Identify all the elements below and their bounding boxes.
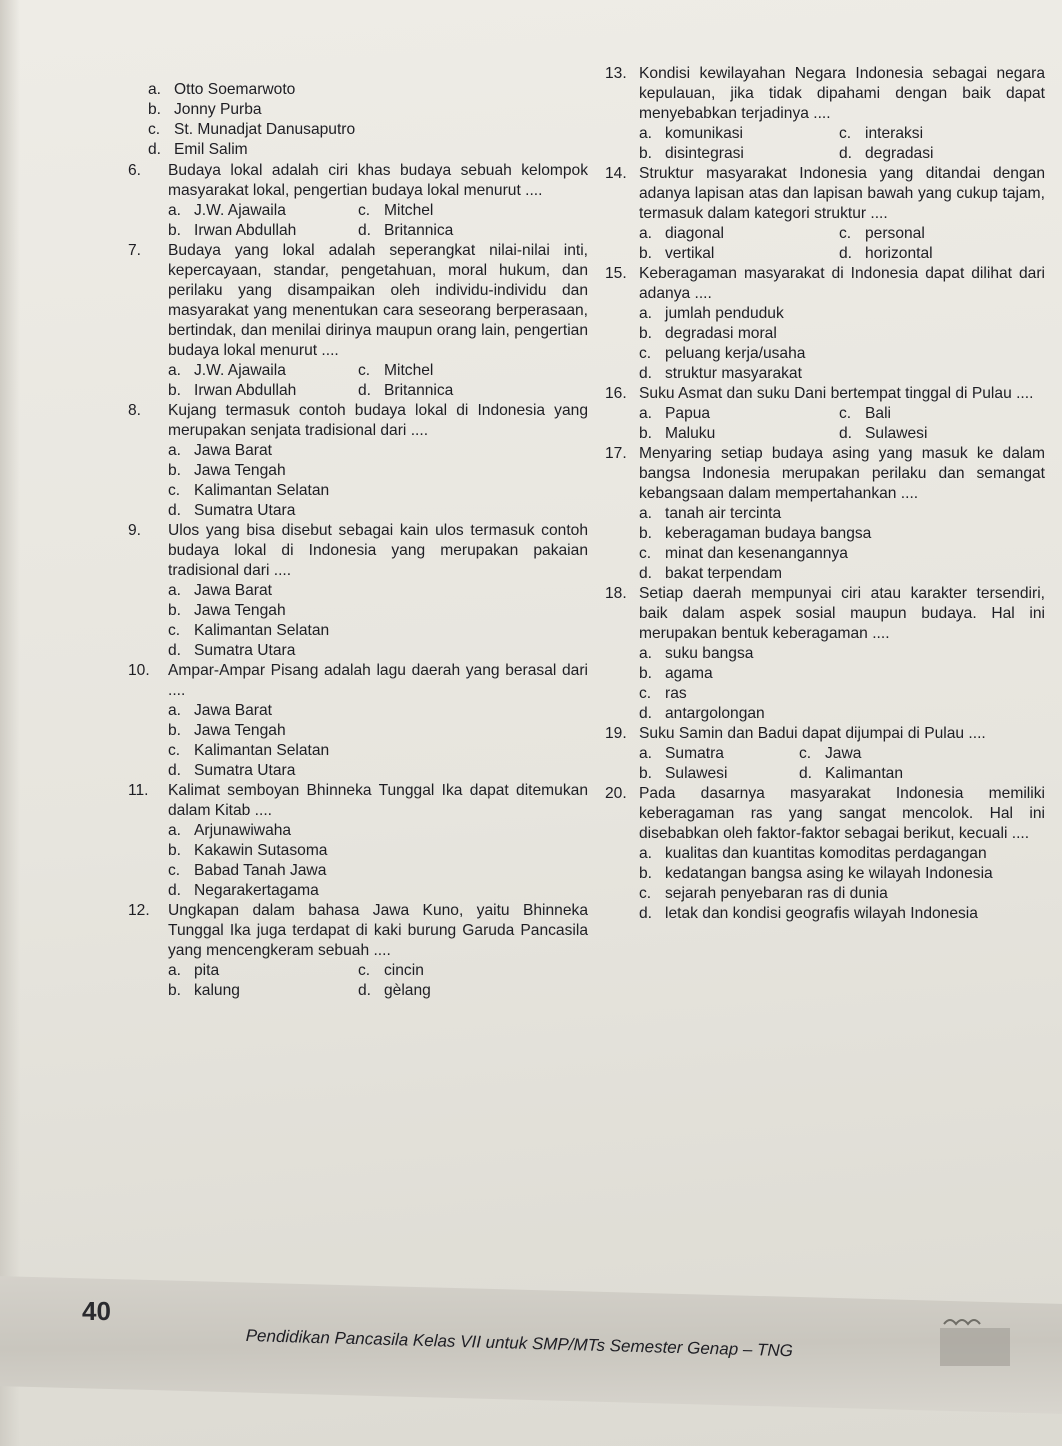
question-options (639, 404, 1045, 444)
question-8 (128, 401, 588, 521)
option (168, 841, 588, 861)
option-text: Otto Soemarwoto (174, 81, 296, 98)
option-letter: c. (799, 745, 812, 762)
option-letter: b. (639, 865, 653, 882)
option-text: St. Munadjat Danusaputro (174, 121, 356, 138)
option-text: kualitas dan kuantitas komoditas perdagangan (665, 845, 987, 862)
option (639, 684, 1045, 704)
option-letter: a. (148, 81, 162, 98)
option (639, 564, 1045, 584)
question-stem: Struktur masyarakat Indonesia yang ditandai dengan adanya lapisan atas dan lapisan bawah yang cukup tajam, termasuk dalam kategori struktur .... (639, 165, 1045, 222)
option-letter: c. (358, 962, 371, 979)
option (639, 324, 1045, 344)
option-letter: b. (168, 982, 182, 999)
question-number: 9. (128, 522, 142, 539)
option (799, 744, 999, 764)
option (168, 621, 588, 641)
option-letter: a. (639, 645, 653, 662)
option-letter: b. (639, 765, 653, 782)
option (168, 981, 358, 1001)
option (839, 224, 1039, 244)
question-number: 19. (605, 725, 627, 742)
option (168, 361, 358, 381)
option-letter: d. (168, 882, 182, 899)
option-text: diagonal (665, 225, 724, 242)
option-letter: b. (639, 245, 653, 262)
question-12 (128, 901, 588, 1001)
option (799, 764, 999, 784)
right-column (605, 64, 1045, 924)
option-text: pita (194, 962, 220, 979)
option-letter: c. (168, 862, 181, 879)
question-9 (128, 521, 588, 661)
question-options (168, 361, 588, 401)
question-number: 10. (128, 662, 150, 679)
question-15 (605, 264, 1045, 384)
option-letter: a. (168, 442, 182, 459)
option-text: gèlang (384, 982, 431, 999)
option-text: Kalimantan (825, 765, 904, 782)
question-stem: Keberagaman masyarakat di Indonesia dapat dilihat dari adanya .... (639, 265, 1045, 302)
question-7 (128, 241, 588, 401)
option-letter: d. (358, 382, 372, 399)
question-16 (605, 384, 1045, 444)
option-letter: d. (358, 222, 372, 239)
option-text: interaksi (865, 125, 924, 142)
option-text: Irwan Abdullah (194, 382, 297, 399)
option-letter: b. (168, 842, 182, 859)
question-stem: Kondisi kewilayahan Negara Indonesia sebagai negara kepulauan, jika tidak dipahami dengan baik dapat menyebabkan terjadinya .... (639, 65, 1045, 122)
option (168, 721, 588, 741)
option-letter: a. (168, 362, 182, 379)
option (168, 961, 358, 981)
option-text: Sumatra (665, 745, 724, 762)
option-letter: b. (639, 325, 653, 342)
question-number: 16. (605, 385, 627, 402)
option-text: kedatangan bangsa asing ke wilayah Indonesia (665, 865, 993, 882)
question-stem: Budaya lokal adalah ciri khas budaya sebuah kelompok masyarakat lokal, pengertian budaya lokal menurut .... (168, 162, 588, 199)
option (639, 744, 799, 764)
option-text: Kalimantan Selatan (194, 742, 330, 759)
option-letter: d. (148, 141, 162, 158)
option (639, 864, 1045, 884)
option-text: horizontal (865, 245, 933, 262)
option-text: letak dan kondisi geografis wilayah Indonesia (665, 905, 978, 922)
option-letter: c. (168, 742, 181, 759)
option-text: Sulawesi (665, 765, 728, 782)
option-letter: d. (168, 642, 182, 659)
option-letter: a. (168, 702, 182, 719)
question-options (639, 844, 1045, 924)
question-number: 6. (128, 162, 142, 179)
option-text: Mitchel (384, 202, 434, 219)
option-text: degradasi moral (665, 325, 777, 342)
option-text: Irwan Abdullah (194, 222, 297, 239)
option-letter: b. (639, 145, 653, 162)
option-text: Jawa (825, 745, 862, 762)
option (639, 644, 1045, 664)
option-letter: d. (168, 502, 182, 519)
option-text: personal (865, 225, 925, 242)
option-letter: c. (639, 545, 652, 562)
question-options (639, 224, 1045, 264)
option (168, 741, 588, 761)
option-text: J.W. Ajawaila (194, 202, 286, 219)
option-text: J.W. Ajawaila (194, 362, 286, 379)
question-options (639, 124, 1045, 164)
option-letter: c. (839, 225, 852, 242)
option-text: Sulawesi (865, 425, 928, 442)
option-text: peluang kerja/usaha (665, 345, 806, 362)
option (358, 981, 558, 1001)
option (639, 304, 1045, 324)
question-options (168, 581, 588, 661)
option-text: Jawa Tengah (194, 462, 286, 479)
option-letter: a. (639, 505, 653, 522)
question-14 (605, 164, 1045, 264)
option (639, 224, 839, 244)
option-text: keberagaman budaya bangsa (665, 525, 872, 542)
option-letter: a. (639, 225, 653, 242)
option-letter: a. (639, 405, 653, 422)
option-text: komunikasi (665, 125, 743, 142)
option (148, 120, 588, 140)
option-letter: d. (168, 762, 182, 779)
option (168, 861, 588, 881)
question-number: 13. (605, 65, 627, 82)
option-text: Bali (865, 405, 892, 422)
option (358, 221, 558, 241)
option-text: Jawa Tengah (194, 722, 286, 739)
question-number: 8. (128, 402, 142, 419)
option (168, 701, 588, 721)
option (358, 201, 558, 221)
question-stem: Suku Asmat dan suku Dani bertempat tinggal di Pulau .... (639, 385, 1034, 402)
question-number: 17. (605, 445, 627, 462)
question-options (639, 744, 1045, 784)
option (639, 904, 1045, 924)
decorative-ornament-icon (930, 1310, 1020, 1370)
option-text: struktur masyarakat (665, 365, 802, 382)
option-text: cincin (384, 962, 424, 979)
option-text: Emil Salim (174, 141, 248, 158)
option (639, 144, 839, 164)
option-letter: b. (168, 222, 182, 239)
option (839, 424, 1039, 444)
question-stem: Kalimat semboyan Bhinneka Tunggal Ika dapat ditemukan dalam Kitab .... (168, 782, 588, 819)
question-number: 7. (128, 242, 142, 259)
option-text: Britannica (384, 222, 454, 239)
option-letter: c. (168, 622, 181, 639)
option-text: Britannica (384, 382, 454, 399)
option-letter: a. (639, 845, 653, 862)
question-stem: Ungkapan dalam bahasa Jawa Kuno, yaitu Bhinneka Tunggal Ika juga terdapat di kaki burung Garuda Pancasila yang mencengkeram sebuah .... (168, 902, 588, 959)
question-stem: Kujang termasuk contoh budaya lokal di Indonesia yang merupakan senjata tradisional dari .... (168, 402, 588, 439)
question-stem: Ulos yang bisa disebut sebagai kain ulos termasuk contoh budaya lokal di Indonesia yang merupakan pakaian tradisional dari .... (168, 522, 588, 579)
option-letter: b. (148, 101, 162, 118)
question-stem: Menyaring setiap budaya asing yang masuk ke dalam bangsa Indonesia merupakan perilaku dan semangat kebangsaan dalam mempertahankan .... (639, 445, 1045, 502)
option-letter: a. (168, 202, 182, 219)
option-letter: d. (358, 982, 372, 999)
option (639, 704, 1045, 724)
option (639, 424, 839, 444)
option-text: Sumatra Utara (194, 642, 296, 659)
option-text: Jawa Barat (194, 582, 273, 599)
option-letter: a. (168, 582, 182, 599)
option (839, 144, 1039, 164)
option (639, 524, 1045, 544)
question-10 (128, 661, 588, 781)
question-6 (128, 161, 588, 241)
option (639, 364, 1045, 384)
option-text: antargolongan (665, 705, 765, 722)
option (148, 80, 588, 100)
option-letter: c. (639, 345, 652, 362)
question-stem: Budaya yang lokal adalah seperangkat nilai-nilai inti, kepercayaan, standar, pengetahuan, moral hukum, dan perilaku yang disampaikan oleh individu-individu dan masyarakat yang menentukan cara seseorang berperasaan, bertindak, dan menilai dirinya maupun orang lain, pengertian budaya lokal menurut .... (168, 242, 588, 359)
option-letter: a. (639, 125, 653, 142)
option (639, 844, 1045, 864)
option-letter: c. (839, 125, 852, 142)
option (168, 481, 588, 501)
option-text: Jawa Barat (194, 442, 273, 459)
option-text: Jawa Tengah (194, 602, 286, 619)
option (839, 124, 1039, 144)
question-stem: Suku Samin dan Badui dapat dijumpai di Pulau .... (639, 725, 986, 742)
question-options (168, 201, 588, 241)
option-text: bakat terpendam (665, 565, 783, 582)
option-letter: a. (639, 745, 653, 762)
option-letter: d. (839, 425, 853, 442)
option (148, 140, 588, 160)
option-letter: b. (639, 425, 653, 442)
page-number: 40 (82, 1296, 111, 1326)
option-letter: d. (639, 705, 653, 722)
option (839, 404, 1039, 424)
question-options (168, 441, 588, 521)
option-letter: a. (168, 822, 182, 839)
option-letter: c. (148, 121, 161, 138)
option-text: Kalimantan Selatan (194, 622, 330, 639)
option (168, 381, 358, 401)
option-letter: c. (639, 885, 652, 902)
book-title: Pendidikan Pancasila Kelas VII untuk SMP/MTs Semester Genap – TNG (245, 1326, 794, 1361)
question-19 (605, 724, 1045, 784)
option (168, 501, 588, 521)
option-letter: b. (168, 462, 182, 479)
option-letter: d. (639, 365, 653, 382)
option (168, 461, 588, 481)
question-options (168, 821, 588, 901)
question-options (168, 701, 588, 781)
option (639, 764, 799, 784)
option (168, 821, 588, 841)
question-18 (605, 584, 1045, 724)
option (639, 664, 1045, 684)
option-text: Babad Tanah Jawa (194, 862, 327, 879)
question-number: 11. (128, 782, 149, 799)
question-options (168, 961, 588, 1001)
question-options (639, 504, 1045, 584)
option-text: Maluku (665, 425, 716, 442)
question-number: 20. (605, 785, 627, 802)
option-text: Mitchel (384, 362, 434, 379)
option-text: minat dan kesenangannya (665, 545, 848, 562)
question-13 (605, 64, 1045, 164)
option-text: Negarakertagama (194, 882, 319, 899)
option-text: vertikal (665, 245, 715, 262)
option (639, 344, 1045, 364)
option-letter: d. (839, 145, 853, 162)
option-text: jumlah penduduk (665, 305, 784, 322)
option-letter: c. (358, 362, 371, 379)
question-stem: Pada dasarnya masyarakat Indonesia memiliki keberagaman ras yang sangat mencolok. Hal ini disebabkan oleh faktor-faktor sebagai berikut, kecuali .... (639, 785, 1045, 842)
option-letter: b. (639, 665, 653, 682)
option (639, 504, 1045, 524)
option (639, 124, 839, 144)
question-number: 15. (605, 265, 627, 282)
option-text: Papua (665, 405, 711, 422)
question-20 (605, 784, 1045, 924)
option (639, 244, 839, 264)
option-text: Sumatra Utara (194, 762, 296, 779)
option (358, 361, 558, 381)
option-text: kalung (194, 982, 240, 999)
question-number: 12. (128, 902, 150, 919)
option (358, 381, 558, 401)
option-text: Jawa Barat (194, 702, 273, 719)
option (639, 544, 1045, 564)
option-letter: b. (168, 722, 182, 739)
option (358, 961, 558, 981)
option-text: Sumatra Utara (194, 502, 296, 519)
option-letter: d. (799, 765, 813, 782)
option-text: Kalimantan Selatan (194, 482, 330, 499)
option (148, 100, 588, 120)
question-options (639, 304, 1045, 384)
option-letter: b. (639, 525, 653, 542)
option-text: agama (665, 665, 713, 682)
question-number: 18. (605, 585, 627, 602)
option-text: Kakawin Sutasoma (194, 842, 328, 859)
option-letter: d. (839, 245, 853, 262)
option-text: degradasi (865, 145, 934, 162)
option (168, 641, 588, 661)
option-letter: a. (639, 305, 653, 322)
option (168, 441, 588, 461)
option-text: Jonny Purba (174, 101, 262, 118)
page-edge-shadow (0, 0, 20, 1446)
option-text: suku bangsa (665, 645, 754, 662)
option-text: sejarah penyebaran ras di dunia (665, 885, 888, 902)
option-letter: c. (168, 482, 181, 499)
option-letter: c. (358, 202, 371, 219)
option-letter: c. (639, 685, 652, 702)
option-letter: b. (168, 602, 182, 619)
option-text: disintegrasi (665, 145, 744, 162)
option-letter: c. (839, 405, 852, 422)
option (839, 244, 1039, 264)
option (639, 884, 1045, 904)
option-letter: d. (639, 905, 653, 922)
option-letter: a. (168, 962, 182, 979)
option (168, 601, 588, 621)
option (168, 201, 358, 221)
question-17 (605, 444, 1045, 584)
question-11 (128, 781, 588, 901)
option-letter: b. (168, 382, 182, 399)
q5-options (128, 80, 588, 160)
option (168, 761, 588, 781)
option (168, 881, 588, 901)
question-stem: Ampar-Ampar Pisang adalah lagu daerah yang berasal dari .... (168, 662, 588, 699)
question-stem: Setiap daerah mempunyai ciri atau karakter tersendiri, baik dalam aspek sosial maupun budaya. Hal ini merupakan bentuk keberagaman .... (639, 585, 1045, 642)
option (168, 581, 588, 601)
question-options (639, 644, 1045, 724)
left-column (128, 80, 588, 1001)
option-text: Arjunawiwaha (194, 822, 292, 839)
option-letter: d. (639, 565, 653, 582)
option-text: tanah air tercinta (665, 505, 782, 522)
question-number: 14. (605, 165, 627, 182)
option (639, 404, 839, 424)
option (168, 221, 358, 241)
option-text: ras (665, 685, 687, 702)
